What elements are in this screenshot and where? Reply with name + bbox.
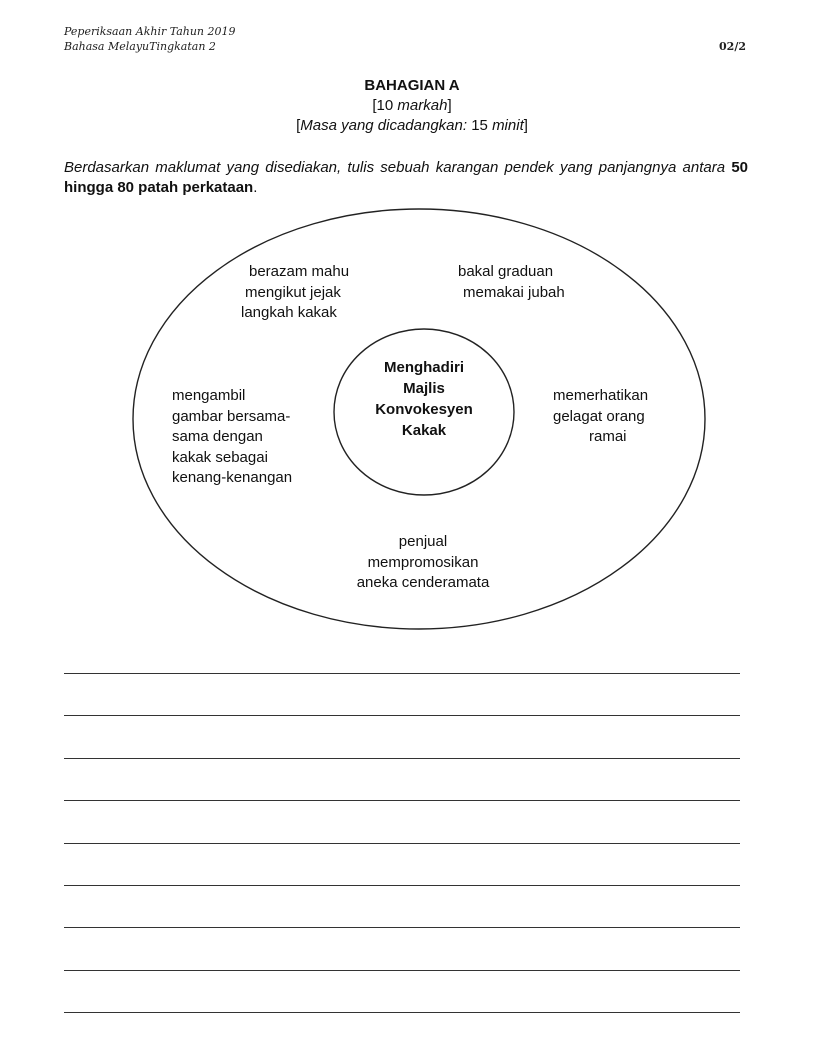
instruction-word-count: 50 hingga 80 patah perkataan xyxy=(64,159,748,196)
answer-line[interactable] xyxy=(64,673,740,674)
center-line: Menghadiri xyxy=(383,359,464,376)
answer-line[interactable] xyxy=(64,715,740,716)
node-line: bakal graduan xyxy=(458,263,554,280)
instruction-end: . xyxy=(253,179,258,196)
node-line: kakak sebagai xyxy=(172,448,268,466)
node-line: mempromosikan xyxy=(367,553,479,571)
time-value: 15 xyxy=(467,117,493,134)
answer-line[interactable] xyxy=(64,1012,740,1013)
answer-line[interactable] xyxy=(64,927,740,928)
answer-line[interactable] xyxy=(64,885,740,886)
center-topic xyxy=(334,357,514,441)
node-line: memakai jubah xyxy=(463,283,565,301)
node-bottom xyxy=(340,532,506,594)
center-line: Konvokesyen xyxy=(375,401,473,418)
node-top-right xyxy=(458,262,565,303)
node-right xyxy=(553,386,648,448)
node-left xyxy=(172,386,292,489)
node-line: gelagat orang xyxy=(553,407,645,425)
node-line: langkah kakak xyxy=(241,304,337,321)
section-heading xyxy=(0,76,824,136)
marks-line xyxy=(0,96,824,116)
answer-lines xyxy=(64,673,740,1055)
node-line: mengambil xyxy=(172,387,246,404)
subject-label: Bahasa MelayuTingkatan 2 xyxy=(64,40,216,53)
node-line: sama dengan xyxy=(172,428,263,445)
marks-open: [10 xyxy=(372,97,398,114)
node-line: kenang-kenangan xyxy=(172,469,293,486)
node-line: gambar bersama- xyxy=(172,407,291,425)
marks-word: markah xyxy=(397,97,448,114)
section-title: BAHAGIAN A xyxy=(364,77,460,94)
time-label: Masa yang dicadangkan: xyxy=(300,117,468,134)
node-line: mengikut jejak xyxy=(245,283,341,301)
instruction-text xyxy=(64,158,748,198)
time-unit: minit xyxy=(492,117,524,134)
answer-line[interactable] xyxy=(64,758,740,759)
exam-header xyxy=(64,24,236,54)
time-line xyxy=(0,116,824,136)
time-open: [ xyxy=(296,117,301,134)
center-line: Kakak xyxy=(401,422,447,439)
marks-close: ] xyxy=(447,97,452,114)
page-number: 02/2 xyxy=(719,40,746,53)
node-line: ramai xyxy=(589,428,627,445)
answer-line[interactable] xyxy=(64,800,740,801)
exam-title: Peperiksaan Akhir Tahun 2019 xyxy=(64,25,236,38)
node-line: memerhatikan xyxy=(553,387,649,404)
time-close: ] xyxy=(523,117,528,134)
instruction-italic: Berdasarkan maklumat yang disediakan, tulis sebuah karangan pendek yang panjangnya antara xyxy=(64,159,732,176)
node-top-left xyxy=(241,262,349,324)
node-line: penjual xyxy=(398,533,448,550)
answer-line[interactable] xyxy=(64,970,740,971)
node-line: aneka cenderamata xyxy=(356,574,490,591)
node-line: berazam mahu xyxy=(249,263,350,280)
center-line: Majlis xyxy=(403,380,445,397)
answer-line[interactable] xyxy=(64,843,740,844)
